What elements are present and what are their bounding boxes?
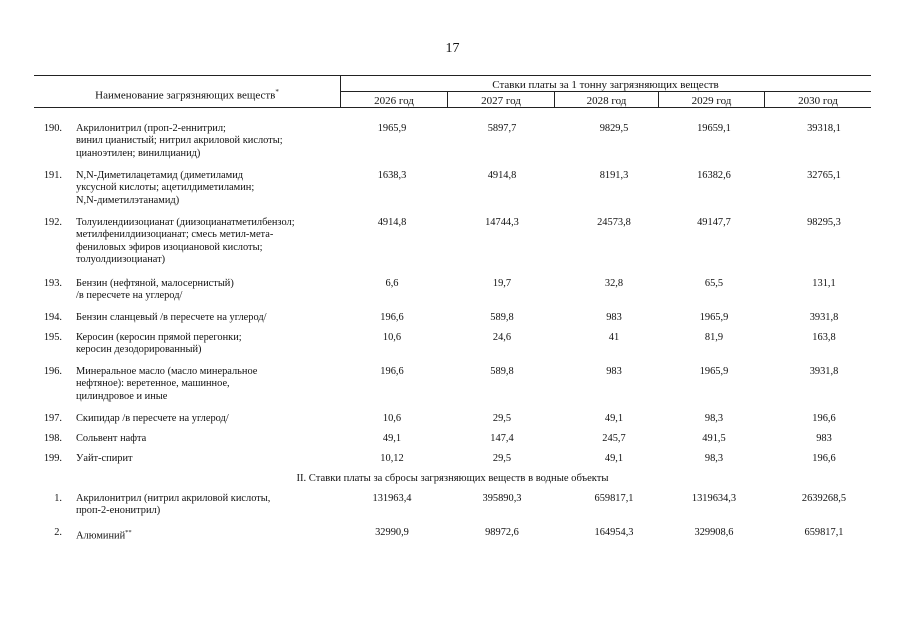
rate-2030: 196,6 <box>812 413 836 424</box>
section-title: II. Ставки платы за сбросы загрязняющих веществ в водные объекты <box>296 473 609 484</box>
rate-2028: 245,7 <box>602 433 626 444</box>
page-number: 17 <box>445 41 460 56</box>
rate-2030: 659817,1 <box>804 527 844 538</box>
header-year-2027: 2027 год <box>481 95 521 107</box>
rate-2026: 196,6 <box>380 312 404 323</box>
rate-2026: 131963,4 <box>372 493 412 504</box>
row-number: 2. <box>54 527 62 538</box>
row-number: 192. <box>43 217 62 228</box>
rate-2026: 49,1 <box>382 433 402 444</box>
rate-2028: 659817,1 <box>594 493 634 504</box>
substance-name: Минеральное масло (масло минеральное нефтяное): веретенное, машинное, цилиндровое и иные <box>76 366 258 402</box>
rate-2029: 491,5 <box>702 433 726 444</box>
rate-2029: 65,5 <box>704 278 724 289</box>
row-number: 198. <box>43 433 62 444</box>
header-name-footnote: * <box>275 88 279 96</box>
rate-2027: 98972,6 <box>485 527 519 538</box>
rate-2026: 196,6 <box>380 366 404 377</box>
rate-2026: 32990,9 <box>375 527 409 538</box>
rate-2026: 1965,9 <box>377 123 407 134</box>
rate-2030: 131,1 <box>812 278 836 289</box>
rate-2028: 32,8 <box>604 278 624 289</box>
rate-2028: 164954,3 <box>594 527 634 538</box>
rate-2027: 395890,3 <box>482 493 522 504</box>
rate-2028: 49,1 <box>604 413 624 424</box>
substance-name: N,N-Диметилацетамид (диметиламид уксусной кислоты; ацетилдиметиламин; N,N-диметилэтанамид) <box>76 170 255 206</box>
rate-2027: 19,7 <box>492 278 512 289</box>
rate-2027: 29,5 <box>492 413 512 424</box>
substance-name: Сольвент нафта <box>76 433 147 444</box>
header-year-2030: 2030 год <box>798 95 838 107</box>
rate-2026: 4914,8 <box>377 217 407 228</box>
rate-2027: 24,6 <box>492 332 512 343</box>
substance-name: Скипидар /в пересчете на углерод/ <box>76 413 229 424</box>
rate-2027: 14744,3 <box>485 217 519 228</box>
rate-2027: 589,8 <box>490 312 514 323</box>
header-top-rule <box>34 75 871 76</box>
row-number: 199. <box>43 453 62 464</box>
substance-name: Уайт-спирит <box>76 453 133 464</box>
rate-2029: 1965,9 <box>699 312 729 323</box>
row-number: 191. <box>43 170 62 181</box>
rate-2026: 6,6 <box>385 278 399 289</box>
rate-2029: 16382,6 <box>697 170 731 181</box>
row-number: 195. <box>43 332 62 343</box>
rate-2027: 5897,7 <box>487 123 517 134</box>
substance-name: Акрилонитрил (проп-2-еннитрил; винил цианистый; нитрил акриловой кислоты; цианоэтилен; винилцианид) <box>76 123 283 159</box>
rate-2028: 9829,5 <box>599 123 629 134</box>
header-year-2026: 2026 год <box>374 95 414 107</box>
rate-2027: 4914,8 <box>487 170 517 181</box>
rate-2027: 147,4 <box>490 433 514 444</box>
rate-2029: 49147,7 <box>697 217 731 228</box>
header-name-label: Наименование загрязняющих веществ <box>95 89 276 102</box>
rate-2028: 24573,8 <box>597 217 631 228</box>
rate-2026: 1638,3 <box>377 170 407 181</box>
rate-2029: 1965,9 <box>699 366 729 377</box>
rate-2027: 29,5 <box>492 453 512 464</box>
rate-2026: 10,12 <box>380 453 404 464</box>
substance-name: Бензин сланцевый /в пересчете на углерод/ <box>76 312 267 323</box>
row-number: 1. <box>54 493 62 504</box>
substance-name: Акрилонитрил (нитрил акриловой кислоты, проп-2-енонитрил) <box>76 493 271 517</box>
rate-2029: 329908,6 <box>694 527 734 538</box>
rate-2030: 3931,8 <box>809 366 839 377</box>
rate-2030: 98295,3 <box>807 217 841 228</box>
row-number: 194. <box>43 312 62 323</box>
substance-name: Бензин (нефтяной, малосернистый) /в пересчете на углерод/ <box>76 278 234 302</box>
rate-2030: 2639268,5 <box>801 493 847 504</box>
header-name-column <box>34 86 340 103</box>
rate-2030: 32765,1 <box>807 170 841 181</box>
header-year-2028: 2028 год <box>586 95 627 107</box>
rate-2026: 10,6 <box>382 332 402 343</box>
substance-name: Керосин (керосин прямой перегонки; керосин дезодорированный) <box>76 332 242 356</box>
rate-2027: 589,8 <box>490 366 514 377</box>
rate-2030: 3931,8 <box>809 312 839 323</box>
rate-2029: 98,3 <box>704 453 724 464</box>
header-year-2029: 2029 год <box>691 95 732 107</box>
rate-2029: 19659,1 <box>697 123 731 134</box>
rate-2028: 983 <box>606 366 622 377</box>
substance-name: Толуилендиизоцианат (диизоцианатметилбензол; метилфенилдиизоцианат; смесь метил-мета- фениловых эфиров изоциановой кислоты; толуолдиизоцианат) <box>76 217 295 266</box>
rate-2028: 8191,3 <box>599 170 629 181</box>
rate-2030: 983 <box>816 433 832 444</box>
rate-2028: 41 <box>608 332 620 343</box>
rate-2029: 98,3 <box>704 413 724 424</box>
rate-2029: 81,9 <box>704 332 724 343</box>
row-number: 193. <box>43 278 62 289</box>
row-number: 196. <box>43 366 62 377</box>
header-rates-title: Ставки платы за 1 тонну загрязняющих веществ <box>492 79 719 91</box>
rate-2028: 983 <box>606 312 622 323</box>
substance-footnote: ** <box>125 529 132 536</box>
rate-2028: 49,1 <box>604 453 624 464</box>
substance-name-wrap <box>76 527 338 543</box>
rate-2029: 1319634,3 <box>691 493 737 504</box>
rate-2026: 10,6 <box>382 413 402 424</box>
rate-2030: 39318,1 <box>807 123 841 134</box>
row-number: 190. <box>43 123 62 134</box>
rate-2030: 196,6 <box>812 453 836 464</box>
rate-2030: 163,8 <box>812 332 836 343</box>
row-number: 197. <box>43 413 62 424</box>
substance-name: Алюминий <box>76 530 126 542</box>
